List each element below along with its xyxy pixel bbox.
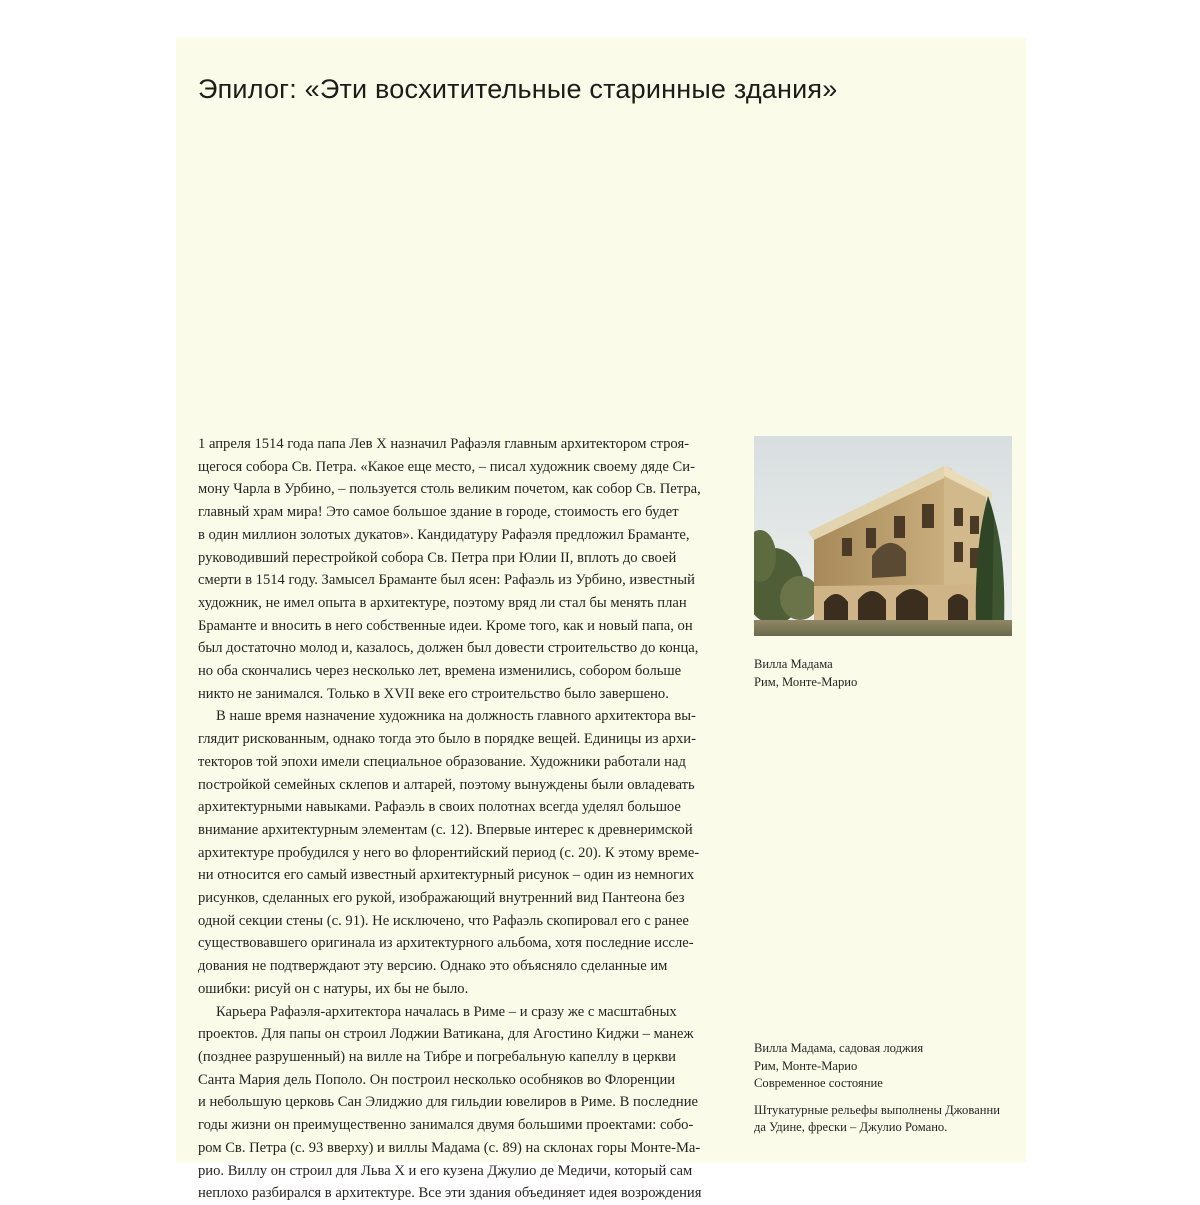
body-line: в один миллион золотых дукатов». Кандидатуру Рафаэля предложил Браманте, bbox=[198, 526, 690, 543]
body-line: Браманте и вносить в него собственные идеи. Кроме того, как и новый папа, он bbox=[198, 617, 693, 634]
body-line: ни относится его самый известный архитектурный рисунок – один из немногих bbox=[198, 867, 695, 884]
body-line: архитектуре пробудился у него во флорентийский период (с. 20). К этому време- bbox=[198, 844, 700, 861]
body-line: одной секции стены (с. 91). Не исключено, что Рафаэль скопировал его с ранее bbox=[198, 912, 689, 929]
body-line: художник, не имел опыта в архитектуре, поэтому вряд ли стал бы менять план bbox=[198, 594, 687, 611]
body-line: дования не подтверждают эту версию. Однако это объясняло сделанные им bbox=[198, 958, 668, 975]
body-line: и небольшую церковь Сан Элиджио для гильдии ювелиров в Риме. В последние bbox=[198, 1094, 698, 1111]
body-line: но оба скончались через несколько лет, времена изменились, собором больше bbox=[198, 663, 682, 680]
body-line: щегося собора Св. Петра. «Какое еще место, – писал художник своему дяде Си- bbox=[198, 458, 695, 475]
body-line: Карьера Рафаэля-архитектора началась в Риме – и сразу же с масштабных bbox=[216, 1003, 677, 1020]
body-line: В наше время назначение художника на должность главного архитектора вы- bbox=[216, 708, 696, 725]
body-line: главный храм мира! Это самое большое здание в городе, стоимость его будет bbox=[198, 504, 679, 521]
body-line: внимание архитектурным элементам (с. 12). Впервые интерес к древнеримской bbox=[198, 821, 693, 838]
body-line: существовавшего оригинала из архитектурного альбома, хотя последние иссле- bbox=[198, 935, 694, 952]
body-line: (позднее разрушенный) на вилле на Тибре и погребальную капеллу в церкви bbox=[198, 1048, 676, 1065]
body-line: ошибки: рисуй он с натуры, их бы не было. bbox=[198, 980, 469, 997]
body-line: руководивший перестройкой собора Св. Петра при Юлии II, вплоть до своей bbox=[198, 549, 677, 566]
body-line: Санта Мария дель Пополо. Он построил несколько особняков во Флоренции bbox=[198, 1071, 676, 1088]
photo-caption-title: Вилла Мадама bbox=[754, 657, 833, 671]
body-line: годы жизни он преимущественно занимался двумя большими проектами: собо- bbox=[198, 1117, 694, 1134]
body-line: никто не занимался. Только в XVII веке его строительство было завершено. bbox=[198, 685, 669, 702]
loggia-caption bbox=[754, 1040, 1000, 1137]
photo-caption-location: Рим, Монте-Марио bbox=[754, 674, 858, 689]
body-text bbox=[198, 433, 738, 1205]
loggia-note-line: Штукатурные рельефы выполнены Джованни bbox=[754, 1102, 1000, 1117]
body-line: мону Чарла в Урбино, – пользуется столь великим почетом, как собор Св. Петра, bbox=[198, 481, 701, 498]
body-line: смерти в 1514 году. Замысел Браманте был ясен: Рафаэль из Урбино, известный bbox=[198, 572, 695, 589]
body-line: рисунков, сделанных его рукой, изображающий внутренний вид Пантеона без bbox=[198, 890, 685, 907]
body-line: рио. Виллу он строил для Льва X и его кузена Джулио де Медичи, который сам bbox=[198, 1162, 693, 1179]
loggia-caption-title: Вилла Мадама, садовая лоджия bbox=[754, 1041, 924, 1055]
photo-caption bbox=[754, 656, 857, 691]
loggia-caption-location: Рим, Монте-Марио bbox=[754, 1058, 858, 1073]
body-line: глядит рискованным, однако тогда это было в порядке вещей. Единицы из архи- bbox=[198, 731, 696, 748]
body-line: 1 апреля 1514 года папа Лев X назначил Рафаэля главным архитектором строя- bbox=[198, 436, 690, 452]
body-line: неплохо разбирался в архитектуре. Все эти здания объединяет идея возрождения bbox=[198, 1185, 702, 1202]
page-title: Эпилог: «Эти восхитительные старинные здания» bbox=[198, 74, 838, 104]
loggia-caption-state: Современное состояние bbox=[754, 1076, 883, 1090]
villa-madama-photo bbox=[754, 436, 1012, 636]
body-line: проектов. Для папы он строил Лоджии Ватикана, для Агостино Киджи – манеж bbox=[198, 1026, 694, 1043]
body-line: был достаточно молод и, казалось, должен был довести строительство до конца, bbox=[198, 640, 699, 657]
body-line: ром Св. Петра (с. 93 вверху) и виллы Мадама (с. 89) на склонах горы Монте-Ма- bbox=[198, 1139, 701, 1156]
body-line: постройкой семейных склепов и алтарей, поэтому вынуждены были овладевать bbox=[198, 776, 695, 793]
body-line: архитектурными навыками. Рафаэль в своих полотнах всегда уделял большое bbox=[198, 799, 681, 816]
body-line: текторов той эпохи имели специальное образование. Художники работали над bbox=[198, 753, 686, 770]
loggia-note-line: да Удине, фрески – Джулио Романо. bbox=[754, 1120, 948, 1134]
